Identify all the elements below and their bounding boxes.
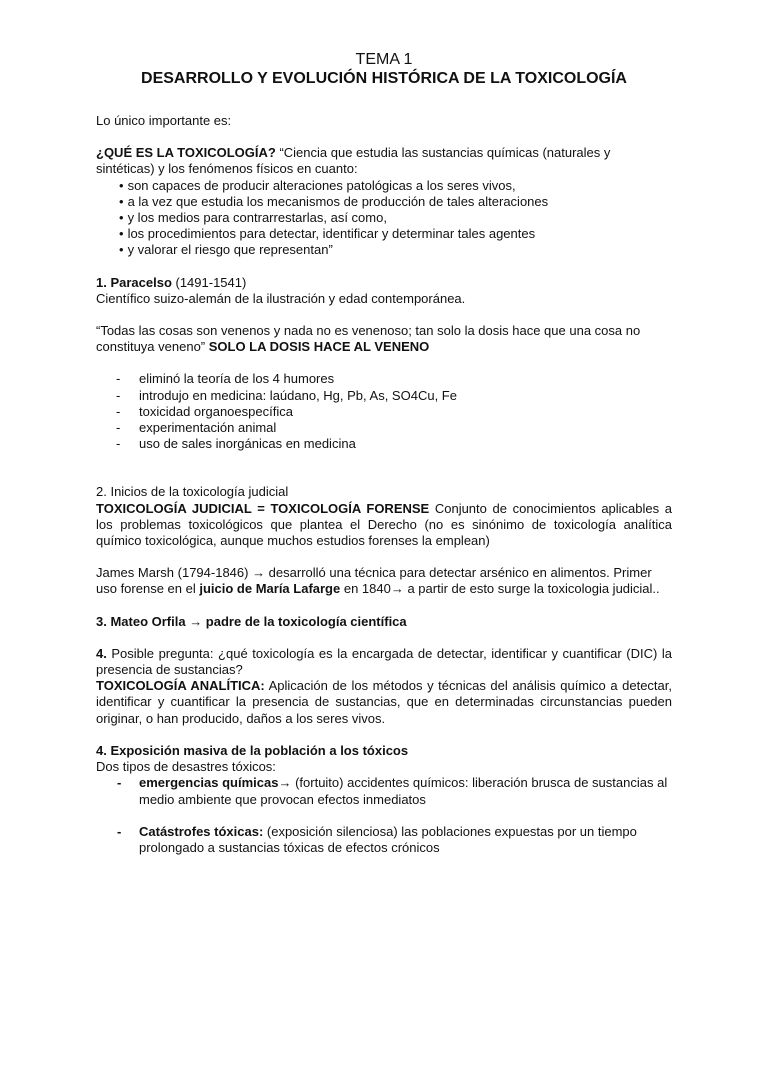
disaster-type-name: emergencias químicas [139, 775, 279, 791]
orfila-heading [96, 614, 672, 630]
lafarge-trial: juicio de María Lafarge [199, 581, 341, 597]
question-text: Posible pregunta: ¿qué toxicología es la encargada de detectar, identificar y cuantificar (DIC) la presencia de sustancias? [96, 645, 672, 678]
disaster-types-list [96, 775, 672, 856]
paracelso-quote [96, 323, 672, 355]
exposicion-heading [96, 743, 672, 759]
definition-bullet-list [96, 178, 672, 259]
marsh-text-a: James Marsh (1794-1846) → desarrolló una técnica para detectar arsénico en alimentos. Primer uso forense en el [96, 565, 652, 597]
paracelso-item: - eliminó la teoría de los 4 humores [96, 371, 672, 387]
marsh-paragraph [96, 565, 672, 597]
analitica-number: 4. [96, 645, 107, 661]
paracelso-list [96, 371, 672, 452]
analitica-definition [96, 678, 672, 727]
paracelso-description: Científico suizo-alemán de la ilustración y edad contemporánea. [96, 290, 466, 306]
exposicion-intro: Dos tipos de desastres tóxicos: [96, 759, 276, 775]
quote-emphasis: SOLO LA DOSIS HACE AL VENENO [205, 339, 430, 355]
judicial-definition [96, 501, 672, 550]
analitica-text: Aplicación de los métodos y técnicas del análisis químico a detectar, identificar y cuantificar la presencia de sustancias, que en determinadas circunstancias pueden originar, o han producido, daños a los seres vivos. [96, 678, 672, 726]
orfila-text: 3. Mateo Orfila → padre de la toxicología científica [96, 613, 407, 629]
definition-bullet: • los procedimientos para detectar, identificar y determinar tales agentes [119, 226, 672, 242]
judicial-term: TOXICOLOGÍA JUDICIAL = TOXICOLOGÍA FORENSE [96, 500, 430, 516]
paracelso-item: - uso de sales inorgánicas en medicina [96, 436, 672, 452]
paracelso-years: (1491-1541) [171, 274, 247, 290]
paracelso-item: - experimentación animal [96, 420, 672, 436]
document-title: DESARROLLO Y EVOLUCIÓN HISTÓRICA DE LA TOXICOLOGÍA [141, 70, 627, 87]
paracelso-name: 1. Paracelso [96, 274, 172, 290]
disaster-type-desc: (exposición silenciosa) las poblaciones expuestas por un tiempo prolongado a sustancias tóxicas de efectos crónicos [139, 823, 637, 855]
topic-number: TEMA 1 [355, 51, 413, 68]
paracelso-item: - introdujo en medicina: laúdano, Hg, Pb, As, SO4Cu, Fe [96, 388, 672, 404]
disaster-type-name: Catástrofes tóxicas: [139, 823, 264, 839]
judicial-heading: 2. Inicios de la toxicología judicial [96, 484, 289, 500]
disaster-type-item [96, 775, 672, 807]
judicial-text: Conjunto de conocimientos aplicables a los problemas toxicológicos que plantea el Derecho (no es sinónimo de toxicología analítica químico toxicológica, aunque muchos estudios forenses la emplean) [96, 500, 672, 549]
definition-bullet: • son capaces de producir alteraciones patológicas a los seres vivos, [119, 178, 672, 194]
definition-text: “Ciencia que estudia las sustancias químicas (naturales y sintéticas) y los fenómenos físicos en cuanto: [96, 145, 611, 177]
definition-paragraph [96, 145, 672, 177]
definition-bullet: • y los medios para contrarrestarlas, así como, [119, 210, 672, 226]
analitica-question [96, 646, 672, 678]
paracelso-heading [96, 275, 672, 291]
analitica-term: TOXICOLOGÍA ANALÍTICA: [96, 678, 265, 694]
exposicion-title: 4. Exposición masiva de la población a los tóxicos [96, 742, 409, 758]
disaster-type-desc: → (fortuito) accidentes químicos: liberación brusca de sustancias al medio ambiente que provocan efectos inmediatos [139, 775, 668, 807]
paracelso-item: - toxicidad organoespecífica [96, 404, 672, 420]
definition-bullet: • y valorar el riesgo que representan” [119, 242, 672, 258]
marsh-text-b: en 1840→ a partir de esto surge la toxicologia judicial.. [340, 581, 660, 597]
disaster-type-item [96, 824, 672, 856]
definition-term: ¿QUÉ ES LA TOXICOLOGÍA? [96, 145, 276, 161]
definition-bullet: • a la vez que estudia los mecanismos de producción de tales alteraciones [119, 194, 672, 210]
document-page [0, 50, 768, 1074]
quote-text: “Todas las cosas son venenos y nada no es venenoso; tan solo la dosis hace que una cosa no constituya veneno” [96, 323, 641, 355]
intro-text: Lo único importante es: [96, 113, 232, 128]
